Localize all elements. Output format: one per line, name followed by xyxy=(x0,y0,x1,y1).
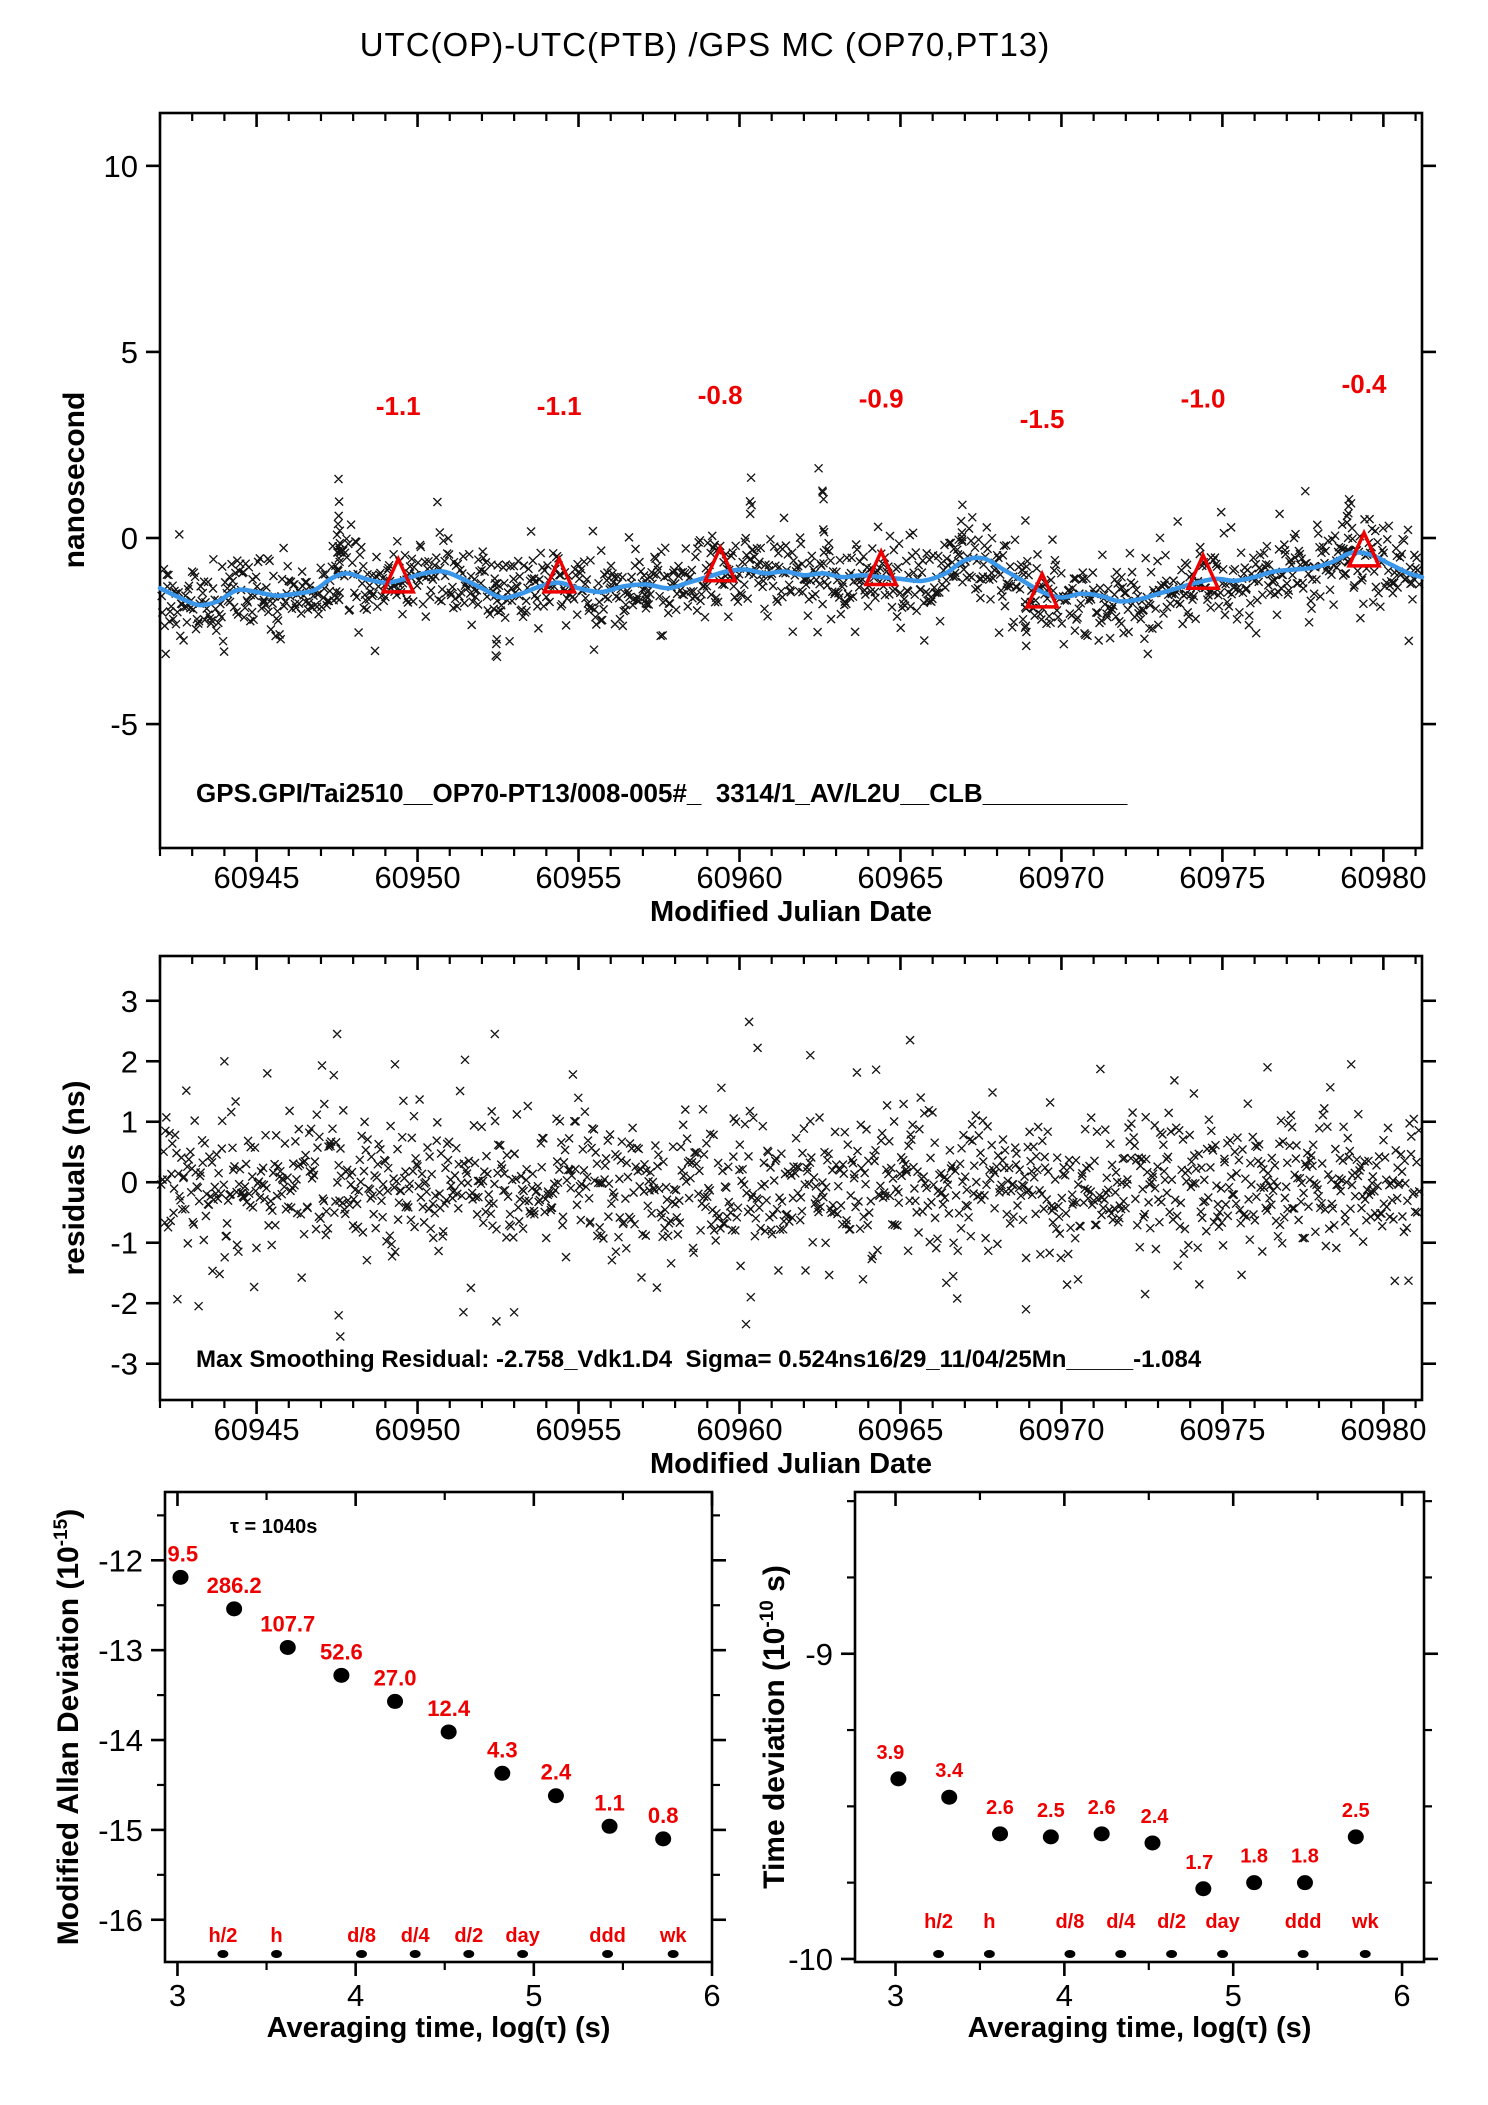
mdev-tau-marker-label: day xyxy=(505,1925,540,1947)
mdev-point-value-label: 0.8 xyxy=(647,1802,679,1828)
mdev-x-tick-label: 4 xyxy=(347,1978,365,2013)
tdev-y-tick-label: -9 xyxy=(805,1636,833,1672)
residuals-y-tick-label: 0 xyxy=(120,1165,138,1201)
mdev-point-value-label: 27.0 xyxy=(373,1665,417,1691)
mdev-data-point xyxy=(602,1819,618,1834)
phase-x-tick-label: 60965 xyxy=(857,860,944,895)
mdev-tau-marker-label: d/2 xyxy=(454,1925,484,1947)
mdev-tau-annotation: τ = 1040s xyxy=(230,1516,318,1538)
phase-y-tick-label: 0 xyxy=(120,520,138,556)
residuals-x-tick-label: 60975 xyxy=(1179,1412,1266,1447)
residuals-x-tick-label: 60980 xyxy=(1340,1412,1427,1447)
tdev-x-tick-label: 3 xyxy=(886,1978,905,2013)
mdev-y-axis-title-pre: Modified Allan Deviation (10 xyxy=(52,1546,85,1946)
mdev-point-value-label: 52.6 xyxy=(319,1639,363,1665)
residuals-x-tick-label: 60950 xyxy=(374,1412,461,1447)
residuals-x-tick-label: 60965 xyxy=(857,1412,944,1447)
tdev-tau-marker-label: d/4 xyxy=(1106,1911,1136,1933)
tdev-tau-marker-label: d/2 xyxy=(1157,1911,1187,1933)
mdev-point-value-label: 2.4 xyxy=(540,1759,572,1785)
mdev-tau-marker-dot xyxy=(410,1950,421,1958)
residuals-y-axis-title-text: residuals (ns) xyxy=(58,1080,91,1276)
residuals-y-tick-label: 1 xyxy=(120,1104,138,1140)
tdev-data-point xyxy=(1043,1829,1059,1844)
mdev-tau-marker-label: wk xyxy=(659,1925,687,1947)
residuals-x-tick-label: 60945 xyxy=(213,1412,300,1447)
tdev-data-point xyxy=(1297,1875,1313,1890)
tdev-tau-marker-label: h/2 xyxy=(924,1911,954,1933)
phase-x-tick-label: 60975 xyxy=(1179,860,1266,895)
tdev-tau-marker-dot xyxy=(1298,1950,1309,1958)
mdev-tau-marker-label: h xyxy=(270,1925,283,1947)
tdev-data-point xyxy=(992,1826,1008,1841)
mdev-tau-marker-dot xyxy=(217,1950,228,1958)
tdev-tau-marker-label: day xyxy=(1205,1911,1240,1933)
tdev-y-axis-title-pre: Time deviation (10 xyxy=(758,1627,791,1889)
mdev-point-value-label: 9.5 xyxy=(167,1541,199,1567)
phase-y-tick-label: 5 xyxy=(120,334,138,370)
tdev-point-value-label: 1.8 xyxy=(1291,1845,1319,1868)
mdev-point-value-label: 1.1 xyxy=(594,1790,625,1816)
tdev-x-tick-label: 5 xyxy=(1224,1978,1242,2013)
residuals-scatter-points xyxy=(157,1018,1423,1341)
tdev-tau-marker-dot xyxy=(1115,1950,1126,1958)
mdev-tau-marker-label: d/4 xyxy=(400,1925,430,1947)
tdev-tau-marker-label: h xyxy=(983,1911,996,1933)
tdev-tau-marker-dot xyxy=(1360,1950,1371,1958)
phase-scatter-points xyxy=(158,464,1424,661)
tdev-tau-marker-dot xyxy=(1166,1950,1177,1958)
mdev-tau-marker-dot xyxy=(271,1950,282,1958)
tdev-data-point xyxy=(1348,1829,1364,1844)
tdev-y-axis-title xyxy=(747,1417,789,2037)
phase-y-axis-title-text: nanosecond xyxy=(58,391,91,569)
phase-triangle-value-label: -1.1 xyxy=(375,391,421,422)
residuals-y-tick-label: 3 xyxy=(120,983,138,1019)
mdev-y-axis-title-sup: -15 xyxy=(51,1518,72,1547)
mdev-tau-marker-label: d/8 xyxy=(347,1925,376,1947)
tdev-tau-marker-label: wk xyxy=(1351,1911,1379,1933)
tdev-data-point xyxy=(890,1771,906,1786)
mdev-data-point xyxy=(333,1668,349,1683)
residuals-stats-label: Max Smoothing Residual: -2.758_Vdk1.D4 Sigma= 0.524ns16/29_11/04/25Mn_____-1.084 xyxy=(196,1346,1202,1373)
phase-x-tick-label: 60945 xyxy=(213,860,300,895)
residuals-y-tick-label: -1 xyxy=(110,1225,138,1261)
phase-y-axis-title xyxy=(54,170,96,790)
tdev-point-value-label: 2.6 xyxy=(1087,1796,1116,1819)
mdev-data-point xyxy=(173,1570,189,1585)
residuals-x-tick-label: 60970 xyxy=(1018,1412,1105,1447)
mdev-x-axis-title: Averaging time, log(τ) (s) xyxy=(266,2012,611,2044)
residuals-x-tick-label: 60955 xyxy=(535,1412,622,1447)
tdev-data-point xyxy=(1145,1835,1161,1850)
tdev-point-value-label: 2.4 xyxy=(1140,1805,1169,1828)
phase-triangle-value-label: -0.8 xyxy=(697,380,743,411)
tdev-point-value-label: 1.8 xyxy=(1240,1845,1269,1868)
mdev-tau-marker-dot xyxy=(356,1950,367,1958)
tdev-data-point xyxy=(1094,1826,1110,1841)
tdev-point-value-label: 3.9 xyxy=(876,1741,905,1764)
tdev-tau-marker-dot xyxy=(933,1950,944,1958)
mdev-point-value-label: 12.4 xyxy=(427,1695,471,1721)
residuals-y-tick-label: 2 xyxy=(120,1044,138,1080)
mdev-data-point xyxy=(494,1766,510,1781)
tdev-data-point xyxy=(1195,1881,1211,1896)
phase-x-tick-label: 60970 xyxy=(1018,860,1105,895)
mdev-tau-marker-dot xyxy=(602,1950,613,1958)
tdev-tau-marker-dot xyxy=(1064,1950,1075,1958)
phase-x-axis-title: Modified Julian Date xyxy=(650,896,932,928)
tdev-point-value-label: 2.5 xyxy=(1341,1799,1370,1822)
phase-y-tick-label: 10 xyxy=(103,148,138,184)
mdev-y-axis-title-post: ) xyxy=(52,1508,85,1519)
tdev-y-tick-label: -10 xyxy=(788,1941,833,1977)
mdev-y-tick-label: -13 xyxy=(98,1633,143,1669)
mdev-data-point xyxy=(280,1640,296,1655)
tdev-tau-marker-dot xyxy=(984,1950,995,1958)
tdev-data-point xyxy=(941,1790,957,1805)
mdev-y-tick-label: -12 xyxy=(98,1543,143,1579)
tdev-y-axis-title-post: s) xyxy=(758,1565,791,1601)
phase-dataset-label: GPS.GPI/Tai2510__OP70-PT13/008-005#_ 3314/1_AV/L2U__CLB__________ xyxy=(196,778,1128,808)
tdev-point-value-label: 3.4 xyxy=(935,1760,964,1783)
tdev-data-point xyxy=(1246,1875,1262,1890)
residuals-y-tick-label: -2 xyxy=(110,1286,138,1322)
phase-frame xyxy=(160,113,1422,848)
tdev-point-value-label: 2.5 xyxy=(1036,1799,1065,1822)
phase-triangle-value-label: -0.4 xyxy=(1341,368,1387,399)
figure-title: UTC(OP)-UTC(PTB) /GPS MC (OP70,PT13) xyxy=(359,26,1051,63)
mdev-data-point xyxy=(655,1831,671,1846)
mdev-x-tick-label: 3 xyxy=(168,1978,187,2013)
mdev-data-point xyxy=(226,1601,242,1616)
phase-x-tick-label: 60955 xyxy=(535,860,622,895)
mdev-tau-marker-dot xyxy=(668,1950,679,1958)
tdev-frame xyxy=(855,1492,1424,1962)
mdev-data-point xyxy=(387,1694,403,1709)
phase-x-tick-label: 60960 xyxy=(696,860,783,895)
mdev-y-tick-label: -16 xyxy=(98,1902,143,1938)
phase-x-tick-label: 60980 xyxy=(1340,860,1427,895)
tdev-x-tick-label: 4 xyxy=(1055,1978,1073,2013)
phase-triangle-value-label: -0.9 xyxy=(858,383,904,414)
mdev-tau-marker-dot xyxy=(517,1950,528,1958)
residuals-y-tick-label: -3 xyxy=(110,1346,138,1382)
phase-triangle-value-label: -1.5 xyxy=(1019,404,1065,435)
tdev-point-value-label: 1.7 xyxy=(1185,1851,1214,1874)
tdev-tau-marker-label: d/8 xyxy=(1055,1911,1085,1933)
mdev-point-value-label: 4.3 xyxy=(486,1737,518,1763)
tdev-y-axis-title-sup: -10 xyxy=(757,1600,778,1628)
tdev-tau-marker-label: ddd xyxy=(1284,1911,1322,1933)
mdev-point-value-label: 286.2 xyxy=(206,1572,262,1598)
phase-triangle-value-label: -1.0 xyxy=(1180,383,1226,414)
mdev-tau-marker-dot xyxy=(463,1950,474,1958)
residuals-x-axis-title: Modified Julian Date xyxy=(650,1448,932,1480)
mdev-tau-marker-label: h/2 xyxy=(208,1925,238,1947)
mdev-y-tick-label: -15 xyxy=(98,1812,143,1848)
tdev-tau-marker-dot xyxy=(1217,1950,1228,1958)
tdev-x-axis-title: Averaging time, log(τ) (s) xyxy=(967,2012,1312,2044)
mdev-point-value-label: 107.7 xyxy=(260,1611,316,1637)
mdev-data-point xyxy=(548,1788,564,1803)
mdev-x-tick-label: 5 xyxy=(525,1978,543,2013)
mdev-y-axis-title xyxy=(41,1417,83,2037)
mdev-tau-marker-label: ddd xyxy=(589,1925,626,1947)
residuals-y-axis-title xyxy=(54,868,96,1488)
phase-x-tick-label: 60950 xyxy=(374,860,461,895)
phase-y-tick-label: -5 xyxy=(110,707,138,743)
tdev-x-tick-label: 6 xyxy=(1393,1978,1411,2013)
phase-triangle-value-label: -1.1 xyxy=(536,391,582,422)
mdev-frame xyxy=(165,1492,712,1962)
mdev-data-point xyxy=(441,1724,457,1739)
mdev-x-tick-label: 6 xyxy=(703,1978,721,2013)
mdev-y-tick-label: -14 xyxy=(98,1723,143,1759)
residuals-x-tick-label: 60960 xyxy=(696,1412,783,1447)
tdev-point-value-label: 2.6 xyxy=(986,1796,1014,1819)
